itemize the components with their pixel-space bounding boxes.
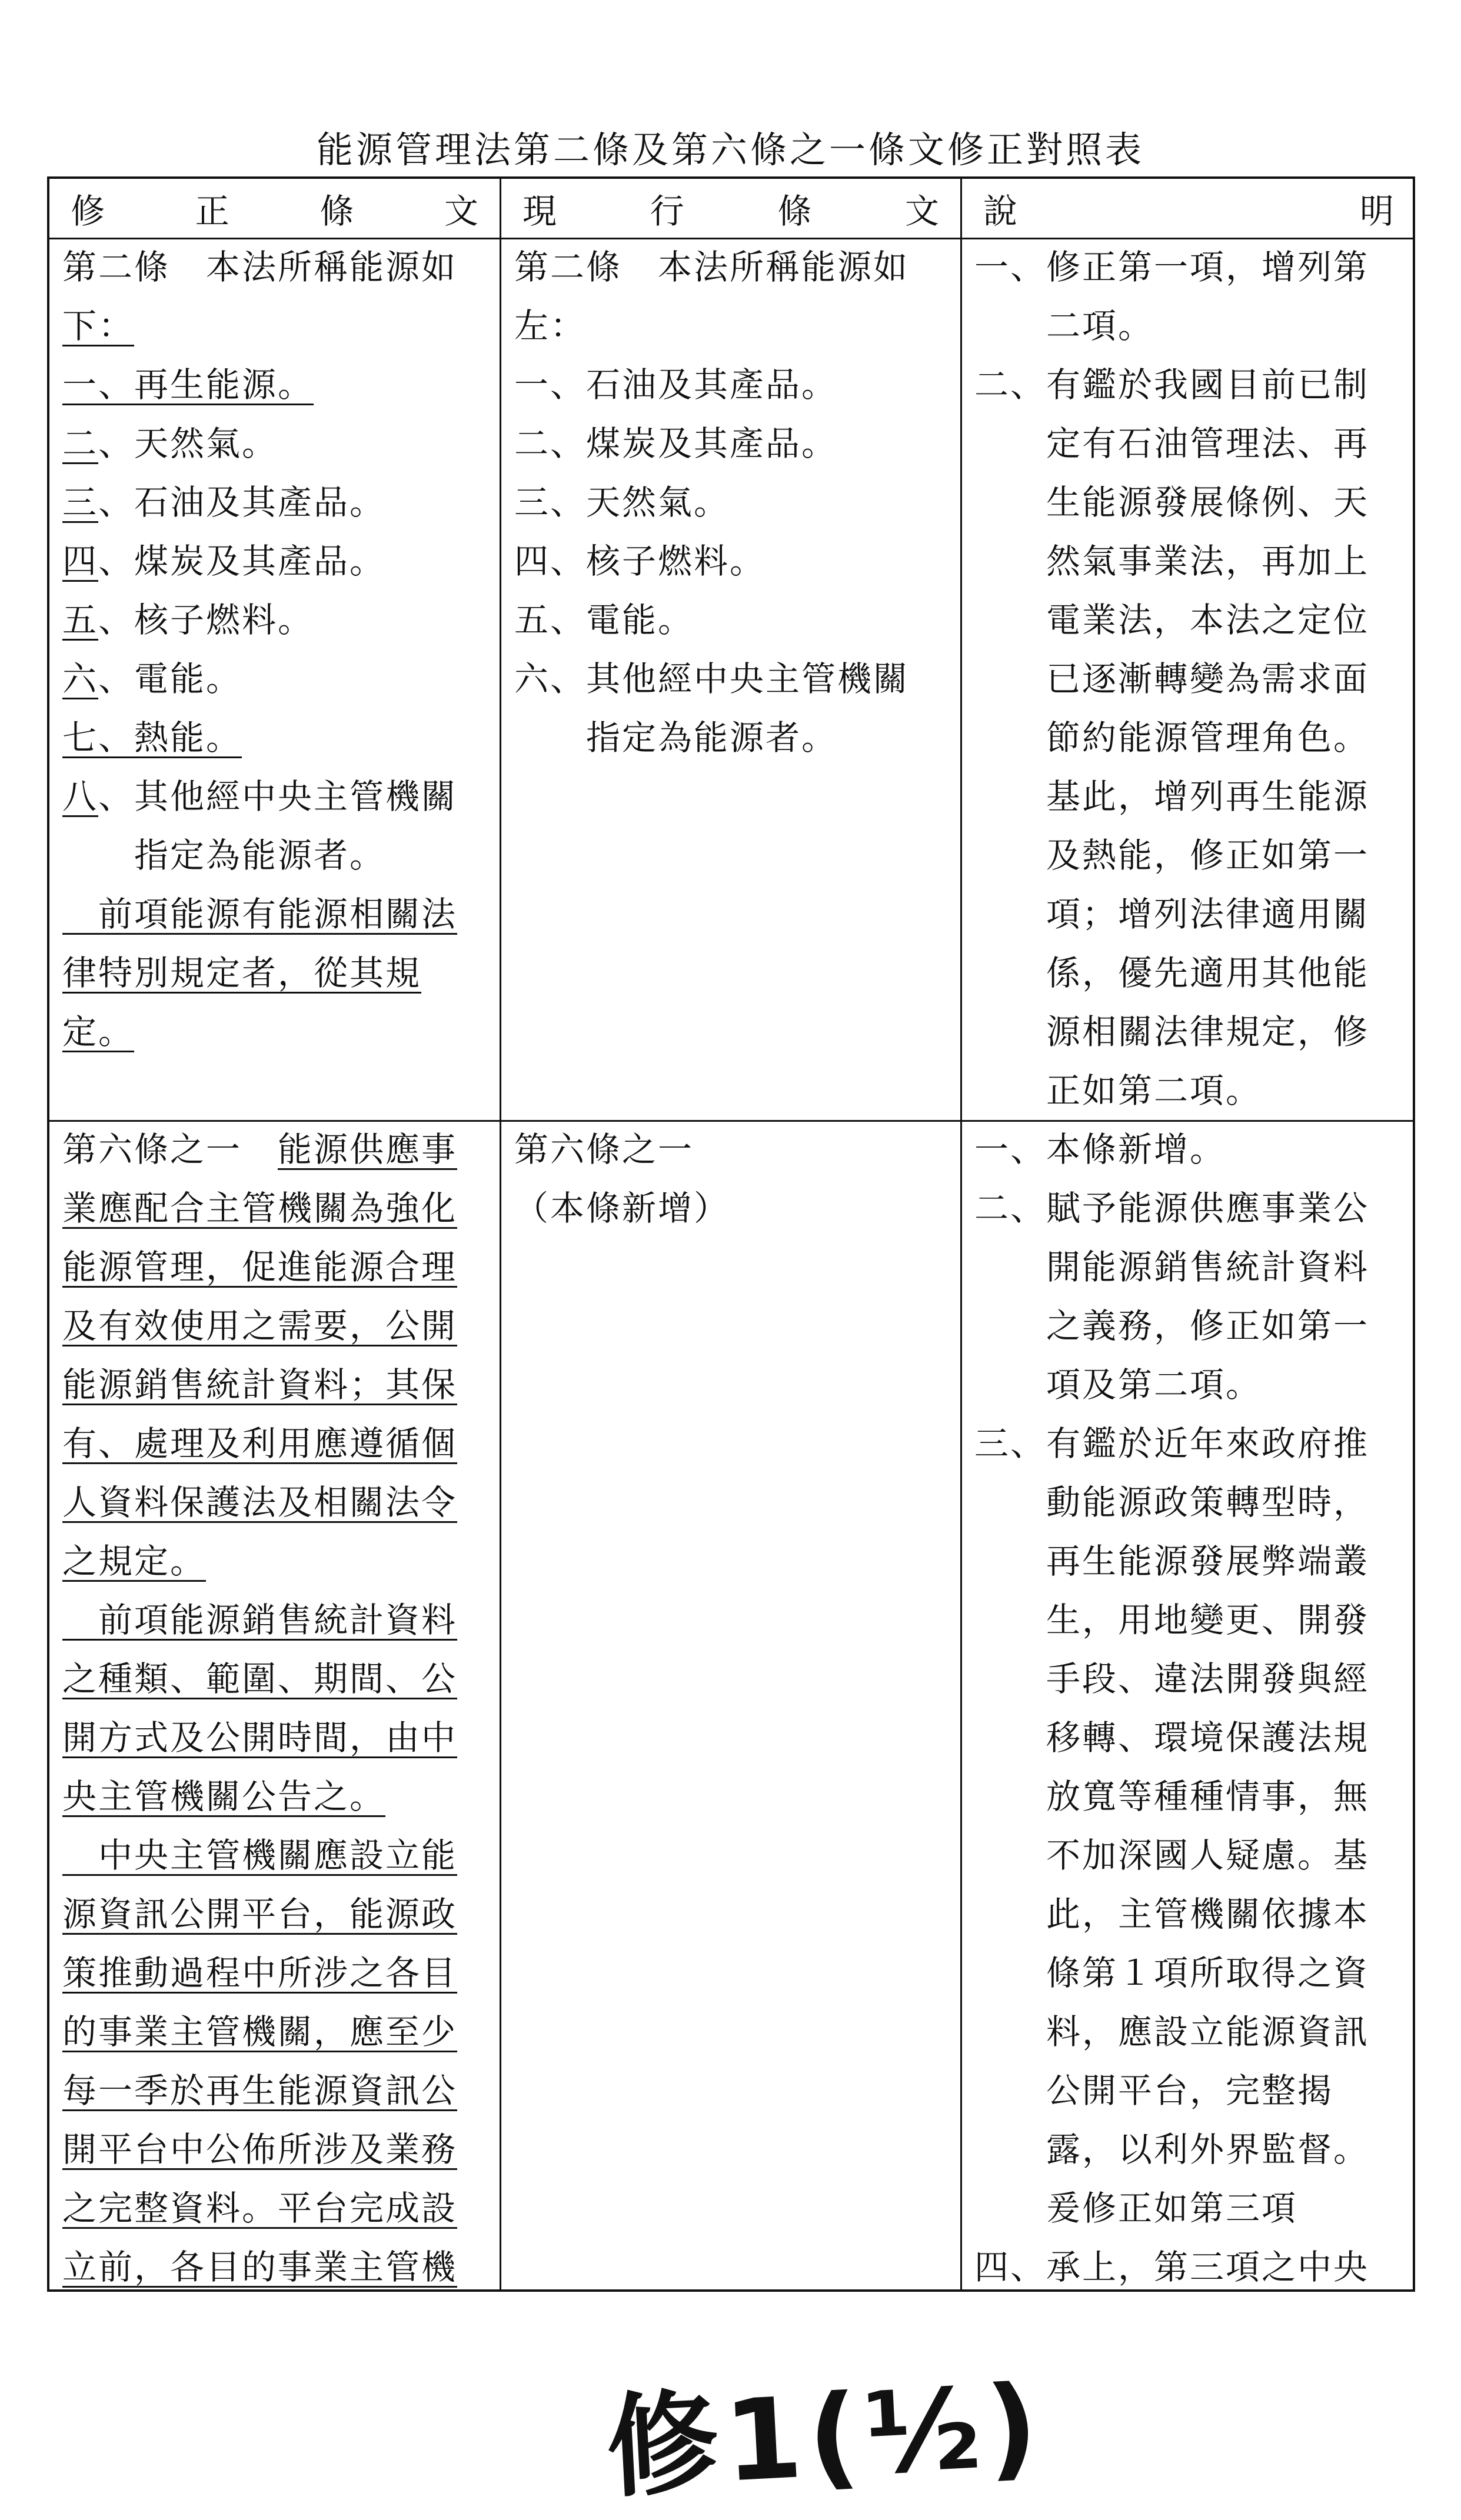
explanation-line: 及熱能，修正如第一: [974, 835, 1370, 875]
explanation-line: 節約能源管理角色。: [974, 718, 1370, 758]
explanation-line: 條第１項所取得之資: [974, 1953, 1370, 1993]
row1-amended: [62, 238, 498, 1061]
amended-line: 人資料保護法及相關法令: [62, 1482, 458, 1522]
amended-line: 央主管機關公告之。: [62, 1776, 386, 1816]
amended-line: 能源管理，促進能源合理: [62, 1247, 458, 1287]
current-line: （本條新增）: [514, 1188, 730, 1228]
amended-line: 業應配合主管機關為強化: [62, 1188, 458, 1228]
amended-line: 有、處理及利用應遵循個: [62, 1424, 458, 1464]
current-line: 左：: [514, 306, 587, 346]
row2-amended: [62, 1120, 498, 2296]
explanation-line: 手段、違法開發與經: [974, 1659, 1370, 1699]
row1-current: [514, 238, 956, 767]
current-line: 指定為能源者。: [514, 718, 838, 758]
amended-line: 每一季於再生能源資訊公: [62, 2071, 458, 2111]
amended-line: 能源銷售統計資料；其保: [62, 1365, 458, 1405]
header-explanation: [962, 179, 1415, 238]
current-line: 一、石油及其產品。: [514, 365, 838, 405]
amended-line: 開方式及公開時間，由中: [62, 1718, 458, 1758]
explanation-line: 爰修正如第三項: [974, 2188, 1298, 2228]
explanation-line: 移轉、環境保護法規: [974, 1718, 1370, 1758]
header-amended: [49, 179, 500, 238]
amended-line: 中央主管機關應設立能: [62, 1835, 458, 1875]
header-char: 修: [71, 191, 105, 231]
row2-current: [514, 1120, 956, 1238]
amended-line: 之規定。: [62, 1541, 207, 1581]
amended-line: 立前，各目的事業主管機: [62, 2247, 458, 2287]
current-line: 三、天然氣。: [514, 482, 730, 522]
explanation-line: 項及第二項。: [974, 1365, 1262, 1405]
header-char: 行: [650, 191, 684, 231]
amended-line: 策推動過程中所涉之各目: [62, 1953, 458, 1993]
amended-line: 六、電能。: [62, 659, 242, 699]
handwritten-page-note: 修1(½): [603, 2360, 1047, 2514]
explanation-line: 之義務，修正如第一: [974, 1306, 1370, 1346]
explanation-line: 公開平台，完整揭: [974, 2071, 1334, 2111]
header-char: 條: [320, 191, 354, 231]
explanation-line: 生，用地變更、開發: [974, 1600, 1370, 1640]
amended-line: 四、煤炭及其產品。: [62, 541, 386, 581]
page-title: 能源管理法第二條及第六條之一條文修正對照表: [316, 128, 1144, 171]
explanation-line: 項；增列法律適用關: [974, 894, 1370, 934]
current-line: 六、其他經中央主管機關: [514, 659, 910, 699]
header-char: 正: [195, 191, 229, 231]
explanation-line: 二、賦予能源供應事業公: [974, 1188, 1370, 1228]
explanation-line: 再生能源發展弊端叢: [974, 1541, 1370, 1581]
amended-line: 定。: [62, 1012, 135, 1052]
explanation-line: 一、本條新增。: [974, 1129, 1226, 1169]
amended-line: 第二條 本法所稱能源如: [62, 247, 458, 287]
explanation-line: 四、承上，第三項之中央: [974, 2247, 1370, 2287]
amended-line: 三、石油及其產品。: [62, 482, 386, 522]
explanation-line: 電業法，本法之定位: [974, 600, 1370, 640]
explanation-line: 不加深國人疑慮。基: [974, 1835, 1370, 1875]
explanation-line: 定有石油管理法、再: [974, 424, 1370, 464]
amended-line: 的事業主管機關，應至少: [62, 2012, 458, 2052]
amended-line: 開平台中公佈所涉及業務: [62, 2129, 458, 2169]
explanation-line: 二、有鑑於我國目前已制: [974, 365, 1370, 405]
explanation-line: 生能源發展條例、天: [974, 482, 1370, 522]
amended-line: 前項能源銷售統計資料: [62, 1600, 458, 1640]
header-char: 條: [777, 191, 812, 231]
amended-line: 之完整資料。平台完成設: [62, 2188, 458, 2228]
amended-line: 七、熱能。: [62, 718, 242, 758]
explanation-line: 一、修正第一項，增列第: [974, 247, 1370, 287]
row2-explanation: [974, 1120, 1416, 2296]
explanation-line: 開能源銷售統計資料: [974, 1247, 1370, 1287]
header-char: 明: [1359, 191, 1394, 231]
current-line: 第二條 本法所稱能源如: [514, 247, 910, 287]
explanation-line: 然氣事業法，再加上: [974, 541, 1370, 581]
explanation-line: 已逐漸轉變為需求面: [974, 659, 1370, 699]
amended-line: 二、天然氣。: [62, 424, 278, 464]
current-line: 二、煤炭及其產品。: [514, 424, 838, 464]
explanation-line: 三、有鑑於近年來政府推: [974, 1424, 1370, 1464]
row1-explanation: [974, 238, 1416, 1120]
current-line: 五、電能。: [514, 600, 694, 640]
amended-line: 律特別規定者，從其規: [62, 953, 422, 993]
header-char: 現: [523, 191, 557, 231]
amended-line: 下：: [62, 306, 135, 346]
header-char: 文: [444, 191, 478, 231]
amended-line: 五、核子燃料。: [62, 600, 314, 640]
header-char: 說: [983, 191, 1018, 231]
explanation-line: 此，主管機關依據本: [974, 1894, 1370, 1934]
amended-line: 前項能源有能源相關法: [62, 894, 458, 934]
explanation-line: 基此，增列再生能源: [974, 776, 1370, 816]
amended-line: 一、再生能源。: [62, 365, 314, 405]
comparison-table: [47, 176, 1415, 2292]
explanation-line: 放寬等種種情事，無: [974, 1776, 1370, 1816]
amended-line: 指定為能源者。: [62, 835, 386, 875]
column-divider: [960, 179, 962, 2289]
explanation-line: 露，以利外界監督。: [974, 2129, 1370, 2169]
amended-line: 及有效使用之需要，公開: [62, 1306, 458, 1346]
amended-line: 第六條之一 能源供應事: [62, 1129, 458, 1169]
header-char: 文: [904, 191, 939, 231]
header-current: [501, 179, 960, 238]
amended-line: 之種類、範圍、期間、公: [62, 1659, 458, 1699]
explanation-line: 正如第二項。: [974, 1071, 1262, 1111]
explanation-line: 動能源政策轉型時，: [974, 1482, 1370, 1522]
explanation-line: 源相關法律規定，修: [974, 1012, 1370, 1052]
amended-line: 八、其他經中央主管機關: [62, 776, 458, 816]
amended-line: 源資訊公開平台，能源政: [62, 1894, 458, 1934]
current-line: 第六條之一: [514, 1129, 694, 1169]
column-divider: [500, 179, 501, 2289]
explanation-line: 二項。: [974, 306, 1154, 346]
explanation-line: 係，優先適用其他能: [974, 953, 1370, 993]
current-line: 四、核子燃料。: [514, 541, 766, 581]
explanation-line: 料，應設立能源資訊: [974, 2012, 1370, 2052]
